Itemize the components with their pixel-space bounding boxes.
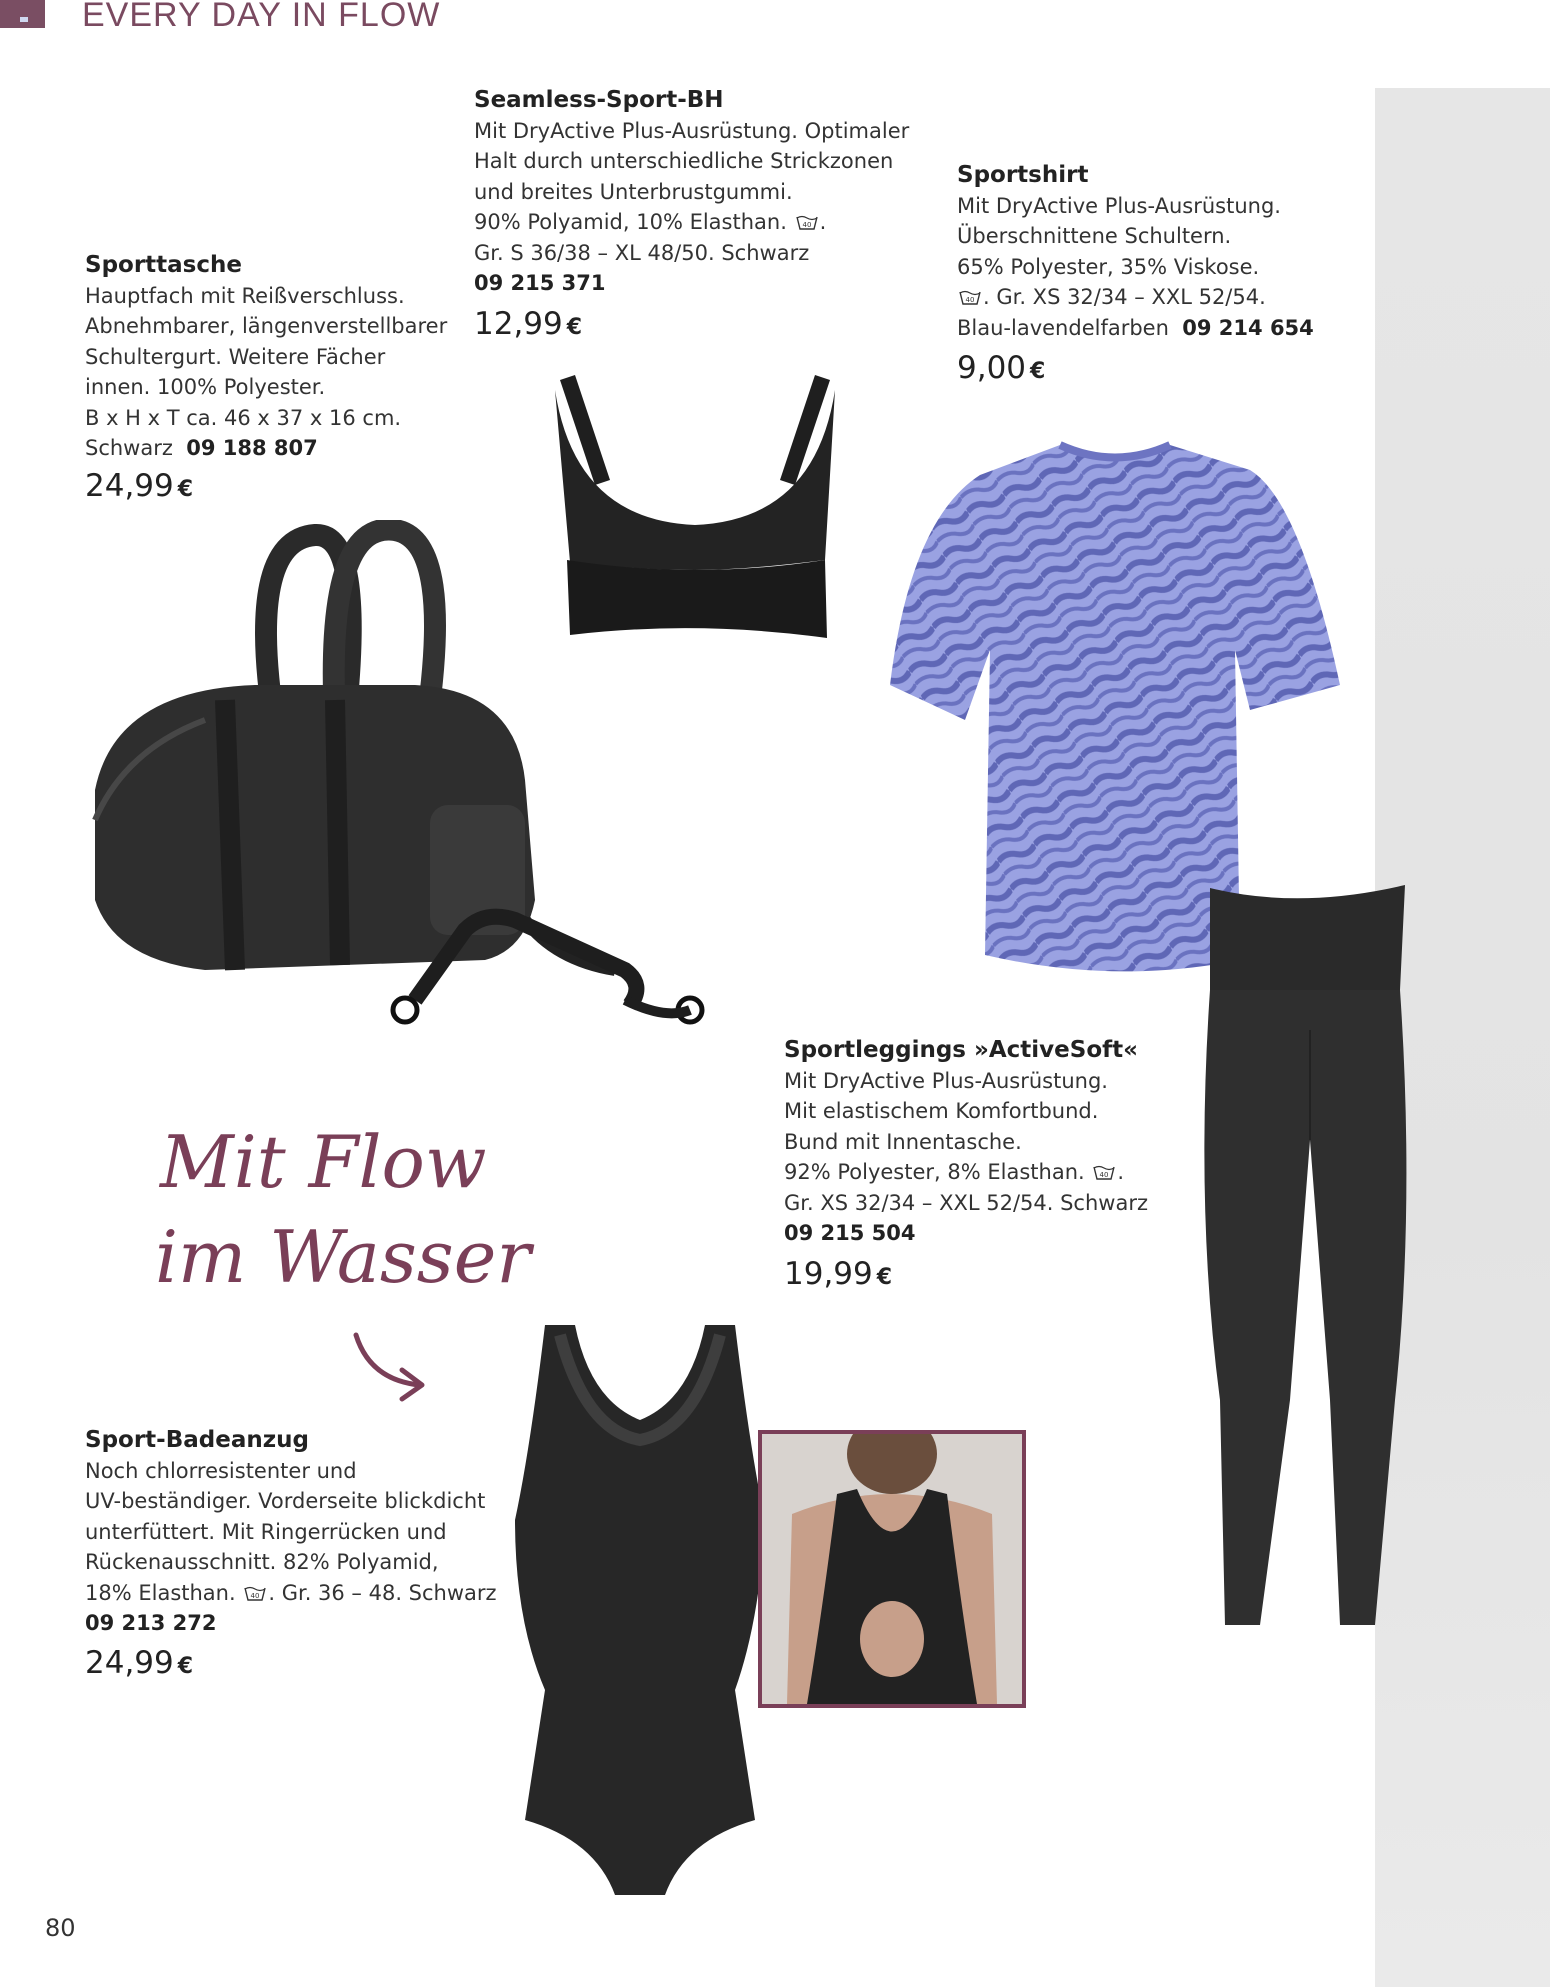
- product-desc-line: Mit DryActive Plus-Ausrüstung. Optimaler: [474, 118, 910, 143]
- product-sizes: . Gr. 36 – 48. Schwarz: [268, 1580, 497, 1605]
- currency: €: [876, 1265, 893, 1290]
- product-desc-line: Mit DryActive Plus-Ausrüstung.: [784, 1068, 1108, 1093]
- wash-40-icon: [1093, 1165, 1115, 1181]
- product-sportshirt: [957, 160, 1314, 343]
- article-number: 09 215 371: [474, 271, 606, 295]
- product-leggings: Sportleggings »ActiveSoft« Mit DryActive Plus-Ausrüstung. Mit elastischem Komfortbund. Bund mit Innentasche. 92% Polyester, 8% Elasthan. 40 . Gr. XS 32/34 – XXL 52/54. Schwarz 09 215 504: [784, 1035, 1148, 1249]
- product-desc-line: Hauptfach mit Reißverschluss.: [85, 283, 405, 308]
- product-color: Schwarz: [85, 436, 173, 460]
- price-sporttasche: [85, 468, 193, 504]
- currency: €: [1030, 359, 1046, 384]
- product-desc-line: innen. 100% Polyester.: [85, 375, 326, 399]
- wash-40-icon: [959, 290, 981, 306]
- article-number: 09 213 272: [85, 1611, 217, 1635]
- price-value: 12,99: [474, 306, 563, 342]
- price-value: 24,99: [85, 1645, 174, 1681]
- product-desc-line: Mit DryActive Plus-Ausrüstung.: [957, 193, 1281, 218]
- product-desc-line: Schultergurt. Weitere Fächer: [85, 344, 386, 369]
- wash-label: 40: [250, 1591, 260, 1600]
- article-number: 09 188 807: [186, 436, 318, 460]
- wash-40-icon: [244, 1586, 266, 1602]
- product-sizes: . Gr. XS 32/34 – XXL 52/54.: [983, 285, 1266, 309]
- page-number: 80: [45, 1914, 76, 1942]
- article-number: 09 215 504: [784, 1221, 916, 1245]
- product-material: 18% Elasthan.: [85, 1580, 236, 1605]
- product-desc-line: Überschnittene Schultern.: [957, 224, 1232, 248]
- price-value: 24,99: [85, 468, 174, 504]
- product-material: 92% Polyester, 8% Elasthan.: [784, 1160, 1085, 1184]
- price-sportshirt: [957, 350, 1045, 386]
- product-desc-line: Rückenausschnitt. 82% Polyamid,: [85, 1550, 439, 1574]
- product-name: Sportshirt: [957, 162, 1089, 188]
- price-sport-bh: [474, 306, 582, 342]
- wash-label: 40: [965, 296, 975, 304]
- product-desc-line: Noch chlorresistenter und: [85, 1458, 357, 1483]
- product-desc-line: Mit elastischem Komfortbund.: [784, 1099, 1099, 1123]
- price-leggings: [784, 1256, 892, 1292]
- product-name: Sport-Badeanzug: [85, 1427, 309, 1453]
- product-sport-bh: Seamless-Sport-BH Mit DryActive Plus-Ausrüstung. Optimaler Halt durch unterschiedliche Strickzonen und breites Unterbrustgummi. 90% Polyamid, 10% Elasthan. 40 . Gr. S 36/38 – XL 48/50. Schwarz 09 215 371: [474, 85, 909, 299]
- product-desc-line: und breites Unterbrustgummi.: [474, 179, 793, 204]
- wash-40-icon: [796, 215, 818, 231]
- currency: €: [177, 477, 194, 502]
- model-back-illustration: [762, 1434, 1022, 1704]
- header-logo-mark: [0, 0, 45, 28]
- product-desc-line: Bund mit Innentasche.: [784, 1129, 1022, 1154]
- price-badeanzug: [85, 1645, 193, 1681]
- leggings-product-image: [1190, 880, 1420, 1630]
- badeanzug-back-view-image: [758, 1430, 1026, 1708]
- curved-arrow-icon: [350, 1325, 430, 1405]
- product-desc-line: UV-beständiger. Vorderseite blickdicht: [85, 1489, 486, 1513]
- product-name: Seamless-Sport-BH: [474, 87, 724, 113]
- product-desc-line: Abnehmbarer, längenverstellbarer: [85, 314, 448, 338]
- sport-bh-product-image: [545, 370, 845, 645]
- wash-label: 40: [1099, 1171, 1109, 1179]
- script-headline-line2: im Wasser: [155, 1215, 531, 1299]
- product-desc-line: B x H x T ca. 46 x 37 x 16 cm.: [85, 405, 402, 430]
- product-sizes: Gr. S 36/38 – XL 48/50. Schwarz: [474, 240, 810, 265]
- currency: €: [566, 315, 583, 340]
- product-desc-line: 65% Polyester, 35% Viskose.: [957, 254, 1260, 279]
- product-material: 90% Polyamid, 10% Elasthan.: [474, 210, 787, 234]
- currency: €: [177, 1654, 194, 1679]
- product-sporttasche: [85, 250, 447, 464]
- price-value: 19,99: [784, 1256, 873, 1292]
- product-desc-line: unterfüttert. Mit Ringerrücken und: [85, 1519, 447, 1544]
- product-sizes: Gr. XS 32/34 – XXL 52/54. Schwarz: [784, 1190, 1148, 1215]
- page-header-title: EVERY DAY IN FLOW: [82, 0, 441, 34]
- script-headline-line1: Mit Flow: [160, 1120, 487, 1204]
- wash-label: 40: [802, 221, 812, 229]
- product-badeanzug: [85, 1425, 497, 1639]
- article-number: 09 214 654: [1182, 315, 1314, 340]
- product-name: Sportleggings »ActiveSoft«: [784, 1037, 1138, 1063]
- product-name: Sporttasche: [85, 252, 242, 278]
- product-desc-line: Halt durch unterschiedliche Strickzonen: [474, 149, 894, 173]
- product-color: Blau-lavendelfarben: [957, 315, 1169, 340]
- badeanzug-product-image: [505, 1320, 775, 1905]
- price-value: 9,00: [957, 350, 1027, 386]
